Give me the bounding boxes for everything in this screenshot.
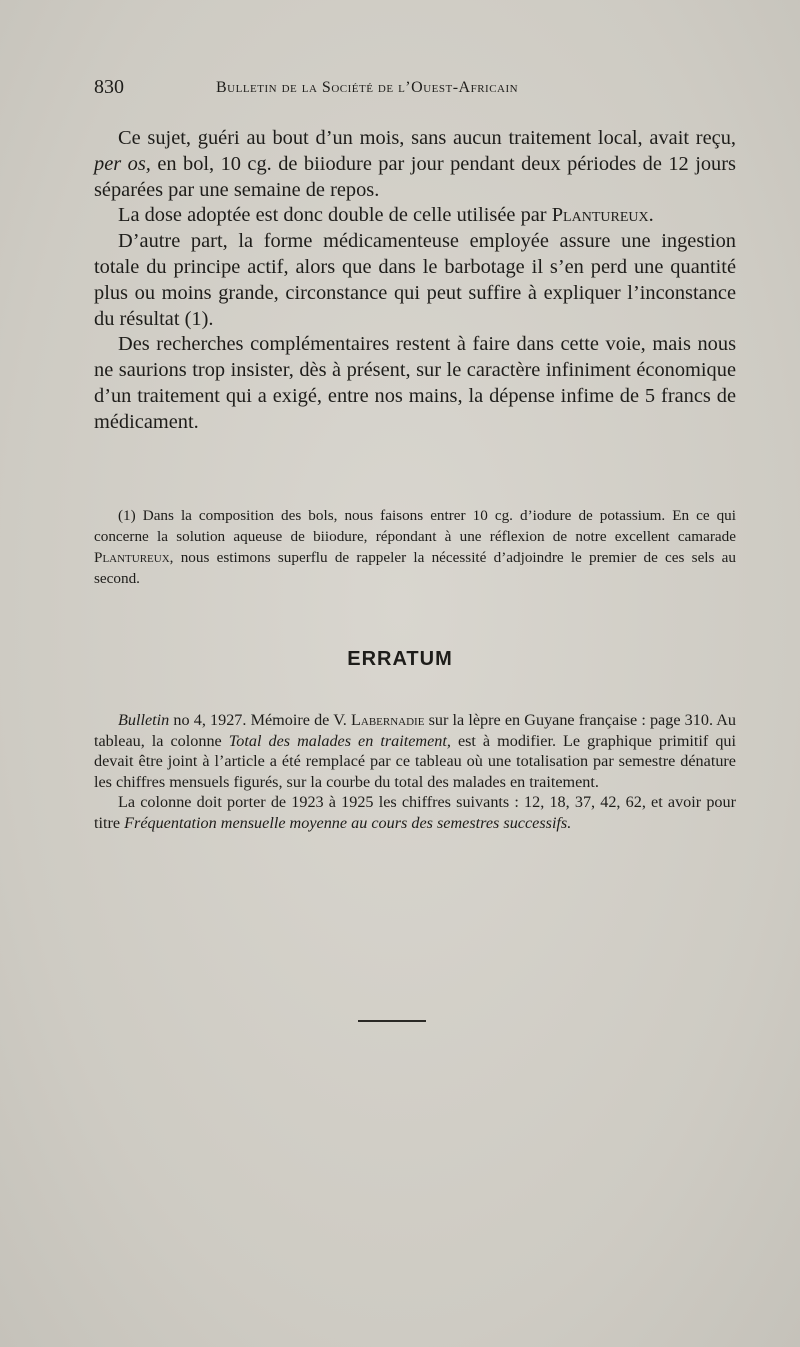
running-title: Bulletin de la Société de l’Ouest-Africain	[216, 79, 519, 96]
paragraph-1: Ce sujet, guéri au bout d’un mois, sans aucun traitement local, avait reçu, per os, en bol, 10 cg. de biiodure par jour pendant deux périodes de 12 jours séparées par une semaine de repos.	[94, 127, 736, 201]
page-header	[94, 76, 734, 102]
erratum-paragraph-1: Bulletin no 4, 1927. Mémoire de V. Labernadie sur la lèpre en Guyane française : page 310. Au tableau, la colonne Total des malades en traitement, est à modifier. Le graphique primitif qui devait être joint à l’article a été remplacé par ce tableau où une totalisation par semestre dénature les chiffres mensuels figurés, sur la courbe du total des malades en traitement.	[94, 711, 737, 791]
author-name: Plantureux.	[551, 204, 654, 227]
erratum-section	[94, 710, 736, 834]
emphasis: per os,	[94, 152, 151, 175]
author-name: Plantureux,	[94, 549, 174, 566]
author-name: Labernadie	[351, 711, 425, 729]
page-number: 830	[94, 76, 124, 98]
divider-rule	[358, 1020, 426, 1022]
erratum-paragraph-2: La colonne doit porter de 1923 à 1925 les chiffres suivants : 12, 18, 37, 42, 62, et avoir pour titre Fréquentation mensuelle moyenne au cours des semestres successifs.	[94, 793, 736, 832]
paragraph-2: La dose adoptée est donc double de celle utilisée par Plantureux.	[118, 204, 654, 227]
paragraph-3: D’autre part, la forme médicamenteuse employée assure une ingestion totale du principe actif, alors que dans le barbotage il s’en perd une quantité plus ou moins grande, circonstance qui peut suffire à expliquer l’inconstance du résultat (1).	[94, 230, 736, 330]
main-text	[94, 126, 736, 436]
erratum-heading: ERRATUM	[347, 648, 453, 670]
footnote: (1) Dans la composition des bols, nous faisons entrer 10 cg. d’iodure de potassium. En ce qui concerne la solution aqueuse de biiodure, répondant à une réflexion de notre excellent camarade Plantureux, nous estimons superflu de rappeler la nécessité d’adjoindre le premier de ces sels au second.	[94, 507, 736, 587]
paragraph-4: Des recherches complémentaires restent à faire dans cette voie, mais nous ne saurions trop insister, dès à présent, sur le caractère infiniment économique d’un traitement qui a exigé, entre nos mains, la dépense infime de 5 francs de médicament.	[94, 333, 736, 433]
